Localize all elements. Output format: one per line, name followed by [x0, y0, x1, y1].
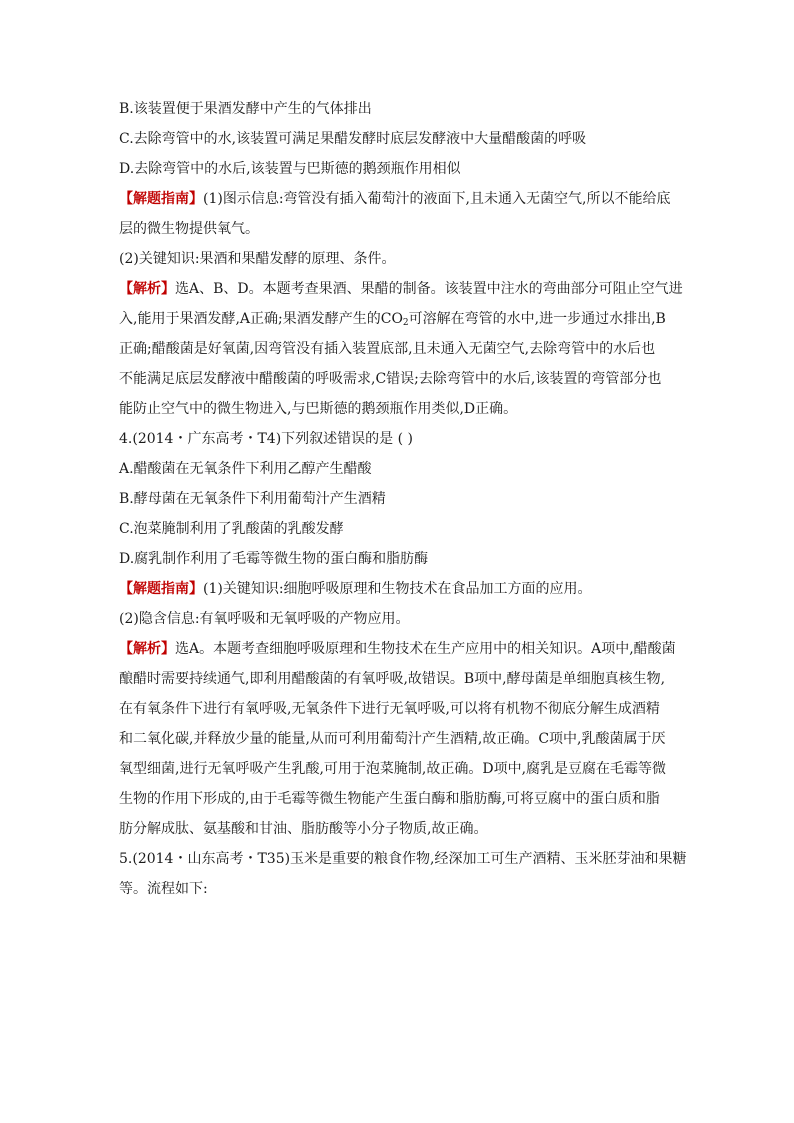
q4-guide-line-2: (2)隐含信息:有氧呼吸和无氧呼吸的产物应用。 [119, 611, 410, 627]
q3-guide-line-3: (2)关键知识:果酒和果醋发酵的原理、条件。 [119, 251, 396, 267]
q3-option-d: D.去除弯管中的水后,该装置与巴斯德的鹅颈瓶作用相似 [119, 161, 461, 177]
q4-guide-text-1: (1)关键知识:细胞呼吸原理和生物技术在食品加工方面的应用。 [203, 581, 592, 597]
q4-option-d: D.腐乳制作利用了毛霉等微生物的蛋白酶和脂肪酶 [119, 551, 429, 567]
q4-option-b: B.酵母菌在无氧条件下利用葡萄汁产生酒精 [119, 491, 386, 507]
q3-option-c: C.去除弯管中的水,该装置可满足果醋发酵时底层发酵液中大量醋酸菌的呼吸 [119, 131, 587, 147]
q3-analysis-text-1: 选A、B、D。本题考查果酒、果醋的制备。该装置中注水的弯曲部分可阻止空气进 [175, 281, 683, 297]
q4-option-c: C.泡菜腌制利用了乳酸菌的乳酸发酵 [119, 521, 344, 537]
q4-option-a: A.醋酸菌在无氧条件下利用乙醇产生醋酸 [119, 461, 372, 477]
q4-analysis-line-7: 肪分解成肽、氨基酸和甘油、脂肪酸等小分子物质,故正确。 [119, 821, 488, 837]
q4-stem: 4.(2014・广东高考・T4)下列叙述错误的是 ( ) [119, 431, 413, 447]
q4-analysis-line-5: 氧型细菌,进行无氧呼吸产生乳酸,可用于泡菜腌制,故正确。D项中,腐乳是豆腐在毛霉等微 [119, 761, 667, 777]
q3-analysis-text-2b: 可溶解在弯管的水中,进一步通过水排出,B [408, 311, 666, 327]
co2-subscript: 2 [402, 318, 409, 328]
q4-analysis-line-1 [119, 634, 679, 664]
q3-guide-text-1: (1)图示信息:弯管没有插入葡萄汁的液面下,且未通入无菌空气,所以不能给底 [203, 191, 671, 207]
q3-analysis-text-2a: 入,能用于果酒发酵,A正确;果酒发酵产生的CO [119, 311, 403, 327]
q4-analysis-line-6: 生物的作用下形成的,由于毛霉等微生物能产生蛋白酶和脂肪酶,可将豆腐中的蛋白质和脂 [119, 791, 660, 807]
q5-stem-line-1: 5.(2014・山东高考・T35)玉米是重要的粮食作物,经深加工可生产酒精、玉米胚芽油和果糖 [119, 851, 687, 867]
q3-guide-line-2: 层的微生物提供氧气。 [119, 221, 259, 237]
q5-stem-line-2: 等。流程如下: [119, 881, 208, 897]
guide-tag: 【解题指南】 [119, 191, 203, 207]
q4-analysis-line-2: 酿醋时需要持续通气,即利用醋酸菌的有氧呼吸,故错误。B项中,酵母菌是单细胞真核生物, [119, 671, 666, 687]
q4-analysis-line-3: 在有氧条件下进行有氧呼吸,无氧条件下进行无氧呼吸,可以将有机物不彻底分解生成酒精 [119, 701, 660, 717]
analysis-tag: 【解析】 [119, 281, 175, 297]
q3-analysis-line-2 [119, 304, 679, 334]
guide-tag: 【解题指南】 [119, 581, 203, 597]
q3-guide-line-1 [119, 184, 679, 214]
q4-analysis-text-1: 选A。本题考查细胞呼吸原理和生物技术在生产应用中的相关知识。A项中,醋酸菌 [175, 641, 676, 657]
q4-analysis-line-4: 和二氧化碳,并释放少量的能量,从而可利用葡萄汁产生酒精,故正确。C项中,乳酸菌属于厌 [119, 731, 666, 747]
q3-option-b: B.该装置便于果酒发酵中产生的气体排出 [119, 101, 372, 117]
analysis-tag: 【解析】 [119, 641, 175, 657]
document-page [119, 94, 687, 904]
q3-analysis-line-4: 不能满足底层发酵液中醋酸菌的呼吸需求,C错误;去除弯管中的水后,该装置的弯管部分也 [119, 371, 662, 387]
q3-analysis-line-1 [119, 274, 683, 304]
q3-analysis-line-3: 正确;醋酸菌是好氧菌,因弯管没有插入装置底部,且未通入无菌空气,去除弯管中的水后也 [119, 341, 656, 357]
q4-guide-line-1 [119, 574, 679, 604]
q3-analysis-line-5: 能防止空气中的微生物进入,与巴斯德的鹅颈瓶作用类似,D正确。 [119, 401, 518, 417]
